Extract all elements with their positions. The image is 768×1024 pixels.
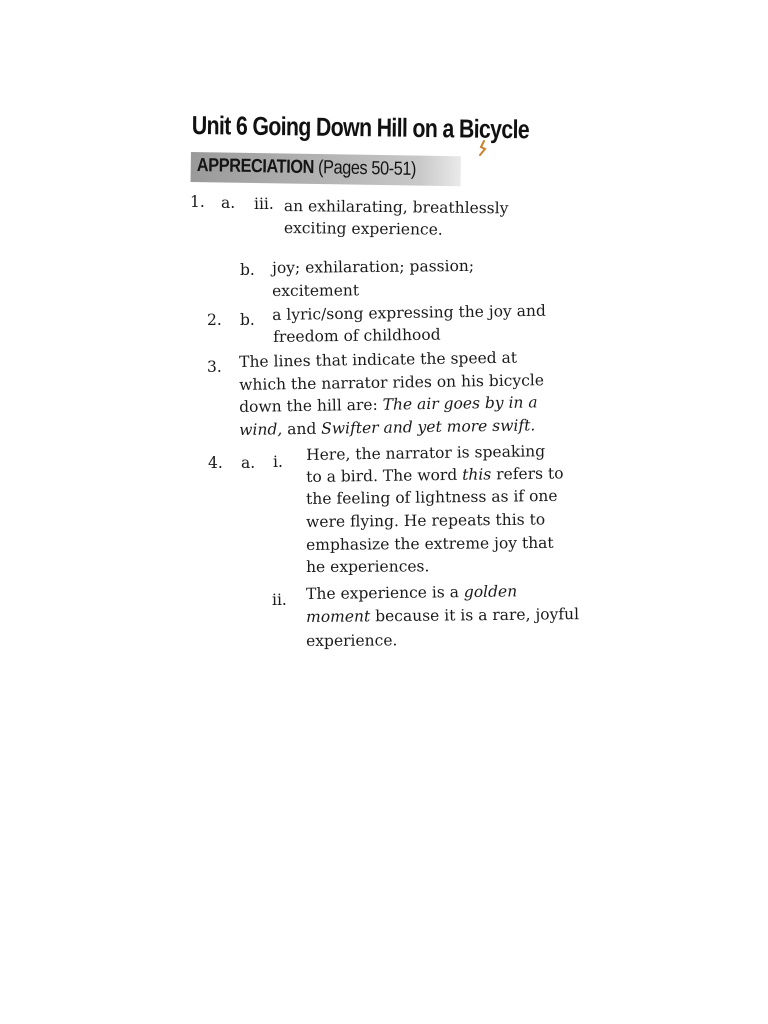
q4-i-line2: to a bird. The word this refers to	[306, 464, 564, 486]
q4-i-label: i.	[273, 453, 283, 471]
q1-b-line1: joy; exhilaration; passion;	[272, 256, 475, 277]
q2-line1: a lyric/song expressing the joy and	[272, 301, 546, 324]
q4-ii-line2: moment because it is a rare, joyful	[306, 605, 580, 626]
q4-i-line3: the feeling of lightness as if one	[306, 486, 558, 508]
q3-line4: wind, and Swifter and yet more swift.	[239, 416, 536, 439]
q1-b-line2: excitement	[272, 281, 360, 300]
section-pages: (Pages 50-51)	[317, 157, 417, 181]
q4-i-line6: he experiences.	[306, 557, 430, 576]
q3-line3: down the hill are: The air goes by in a	[239, 393, 538, 416]
q1-b-label: b.	[240, 261, 255, 279]
q2-line2: freedom of childhood	[273, 325, 441, 346]
q4-i-line4: were flying. He repeats this to	[306, 510, 546, 531]
section-heading	[197, 155, 416, 181]
q1-a-sub: iii.	[254, 195, 274, 213]
pen-mark-icon	[475, 140, 489, 156]
q1-a-line1: an exhilarating, breathlessly	[283, 196, 509, 218]
q4-ii-line1: The experience is a golden	[306, 582, 518, 603]
q3-line2: which the narrator rides on his bicycle	[239, 371, 545, 394]
q3-line1: The lines that indicate the speed at	[239, 348, 518, 371]
q4-label: a.	[241, 454, 256, 472]
q1-number: 1.	[190, 193, 205, 211]
q4-i-line5: emphasize the extreme joy that	[306, 533, 554, 554]
q3-number: 3.	[207, 358, 222, 376]
q4-ii-line3: experience.	[306, 631, 398, 650]
q1-a-line2: exciting experience.	[283, 218, 443, 239]
q4-ii-label: ii.	[272, 591, 287, 609]
q4-number: 4.	[208, 454, 223, 472]
q2-number: 2.	[207, 311, 222, 329]
q4-i-line1: Here, the narrator is speaking	[306, 442, 546, 464]
section-label: APPRECIATION	[196, 155, 315, 179]
q1-a-label: a.	[221, 194, 236, 212]
q2-label: b.	[240, 311, 255, 329]
unit-title: Unit 6 Going Down Hill on a Bicycle	[191, 110, 530, 145]
